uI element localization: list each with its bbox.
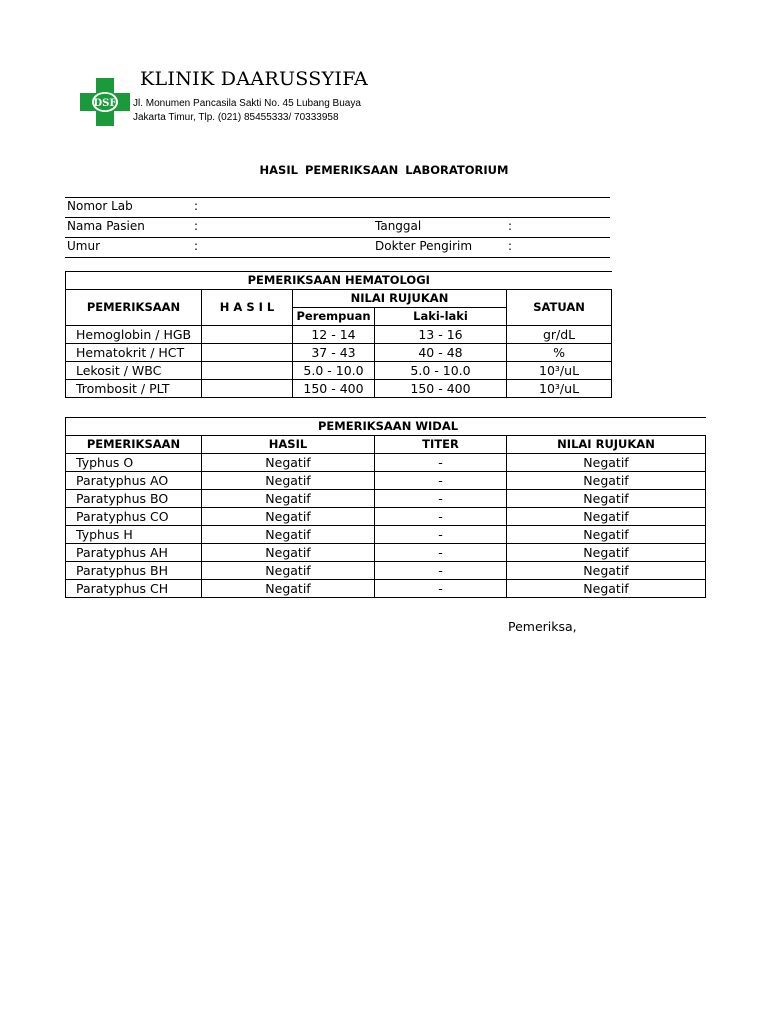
table-row [66,544,706,562]
table-row [66,526,706,544]
pemeriksaan-cell: Typhus O [66,454,202,472]
perempuan-cell: 150 - 400 [293,380,375,398]
table-row [66,380,612,398]
pemeriksaan-cell: Hemoglobin / HGB [66,326,202,344]
widal-rows [66,454,706,598]
pemeriksaan-cell: Paratyphus AO [66,472,202,490]
table-row [66,454,706,472]
colon: : [194,199,199,213]
nilai-rujukan-cell: Negatif [507,508,706,526]
laki-laki-cell: 13 - 16 [375,326,507,344]
colon: : [194,219,199,233]
col-laki-laki: Laki-laki [375,308,507,326]
hasil-cell: Negatif [202,490,375,508]
hasil-cell: Negatif [202,454,375,472]
logo-text: DSF [93,98,117,109]
col-titer: TITER [375,436,507,454]
colon: : [508,219,513,233]
patient-info [65,197,610,258]
col-pemeriksaan: PEMERIKSAAN [66,436,202,454]
hasil-cell: Negatif [202,472,375,490]
widal-section [65,417,655,598]
hasil-cell [202,380,293,398]
table-row [66,326,612,344]
nilai-rujukan-cell: Negatif [507,580,706,598]
perempuan-cell: 5.0 - 10.0 [293,362,375,380]
satuan-cell: gr/dL [507,326,612,344]
pemeriksaan-cell: Lekosit / WBC [66,362,202,380]
laki-laki-cell: 150 - 400 [375,380,507,398]
clinic-logo [80,78,130,126]
col-satuan: SATUAN [507,290,612,326]
info-row-nama-pasien [65,217,610,237]
hematologi-rows [66,326,612,398]
perempuan-cell: 12 - 14 [293,326,375,344]
pemeriksaan-cell: Paratyphus AH [66,544,202,562]
titer-cell: - [375,472,507,490]
tanggal-label: Tanggal [375,219,422,233]
examiner-label: Pemeriksa, [508,619,577,634]
col-hasil: H A S I L [202,290,293,326]
hasil-cell [202,326,293,344]
titer-cell: - [375,508,507,526]
hasil-cell: Negatif [202,580,375,598]
hasil-cell [202,362,293,380]
satuan-cell: % [507,344,612,362]
pemeriksaan-cell: Paratyphus BO [66,490,202,508]
dokter-pengirim-label: Dokter Pengirim [375,239,473,253]
col-perempuan: Perempuan [293,308,375,326]
hematologi-caption: PEMERIKSAAN HEMATOLOGI [66,272,612,290]
col-hasil: HASIL [202,436,375,454]
nama-pasien-label: Nama Pasien [67,219,145,233]
hematologi-section [65,271,610,398]
pemeriksaan-cell: Hematokrit / HCT [66,344,202,362]
table-row [66,344,612,362]
pemeriksaan-cell: Typhus H [66,526,202,544]
nilai-rujukan-cell: Negatif [507,472,706,490]
green-cross-icon [80,78,130,126]
titer-cell: - [375,526,507,544]
hasil-cell [202,344,293,362]
table-row [66,508,706,526]
nilai-rujukan-cell: Negatif [507,526,706,544]
nomor-lab-label: Nomor Lab [67,199,133,213]
nilai-rujukan-cell: Negatif [507,454,706,472]
clinic-name: KLINIK DAARUSSYIFA [140,68,369,90]
pemeriksaan-cell: Paratyphus BH [66,562,202,580]
colon: : [508,239,513,253]
laki-laki-cell: 40 - 48 [375,344,507,362]
col-nilai-rujukan: NILAI RUJUKAN [507,436,706,454]
col-pemeriksaan: PEMERIKSAAN [66,290,202,326]
clinic-address-line2: Jakarta Timur, Tlp. (021) 85455333/ 70333958 [133,112,339,123]
titer-cell: - [375,562,507,580]
titer-cell: - [375,454,507,472]
pemeriksaan-cell: Trombosit / PLT [66,380,202,398]
table-row [66,562,706,580]
document-title: HASIL PEMERIKSAAN LABORATORIUM [259,163,509,177]
table-row [66,362,612,380]
hasil-cell: Negatif [202,544,375,562]
nilai-rujukan-cell: Negatif [507,544,706,562]
widal-table [65,417,706,598]
info-row-umur [65,237,610,258]
hasil-cell: Negatif [202,562,375,580]
hasil-cell: Negatif [202,526,375,544]
clinic-address-line1: Jl. Monumen Pancasila Sakti No. 45 Lubang Buaya [133,98,361,109]
titer-cell: - [375,490,507,508]
pemeriksaan-cell: Paratyphus CH [66,580,202,598]
perempuan-cell: 37 - 43 [293,344,375,362]
hasil-cell: Negatif [202,508,375,526]
col-nilai-rujukan: NILAI RUJUKAN [293,290,507,308]
table-row [66,490,706,508]
colon: : [194,239,199,253]
table-row [66,580,706,598]
titer-cell: - [375,580,507,598]
pemeriksaan-cell: Paratyphus CO [66,508,202,526]
table-row [66,472,706,490]
hematologi-table [65,271,612,398]
satuan-cell: 10³/uL [507,362,612,380]
nilai-rujukan-cell: Negatif [507,562,706,580]
widal-caption: PEMERIKSAAN WIDAL [66,418,706,436]
laki-laki-cell: 5.0 - 10.0 [375,362,507,380]
umur-label: Umur [67,239,101,253]
nilai-rujukan-cell: Negatif [507,490,706,508]
titer-cell: - [375,544,507,562]
info-row-nomor-lab [65,197,610,217]
satuan-cell: 10³/uL [507,380,612,398]
